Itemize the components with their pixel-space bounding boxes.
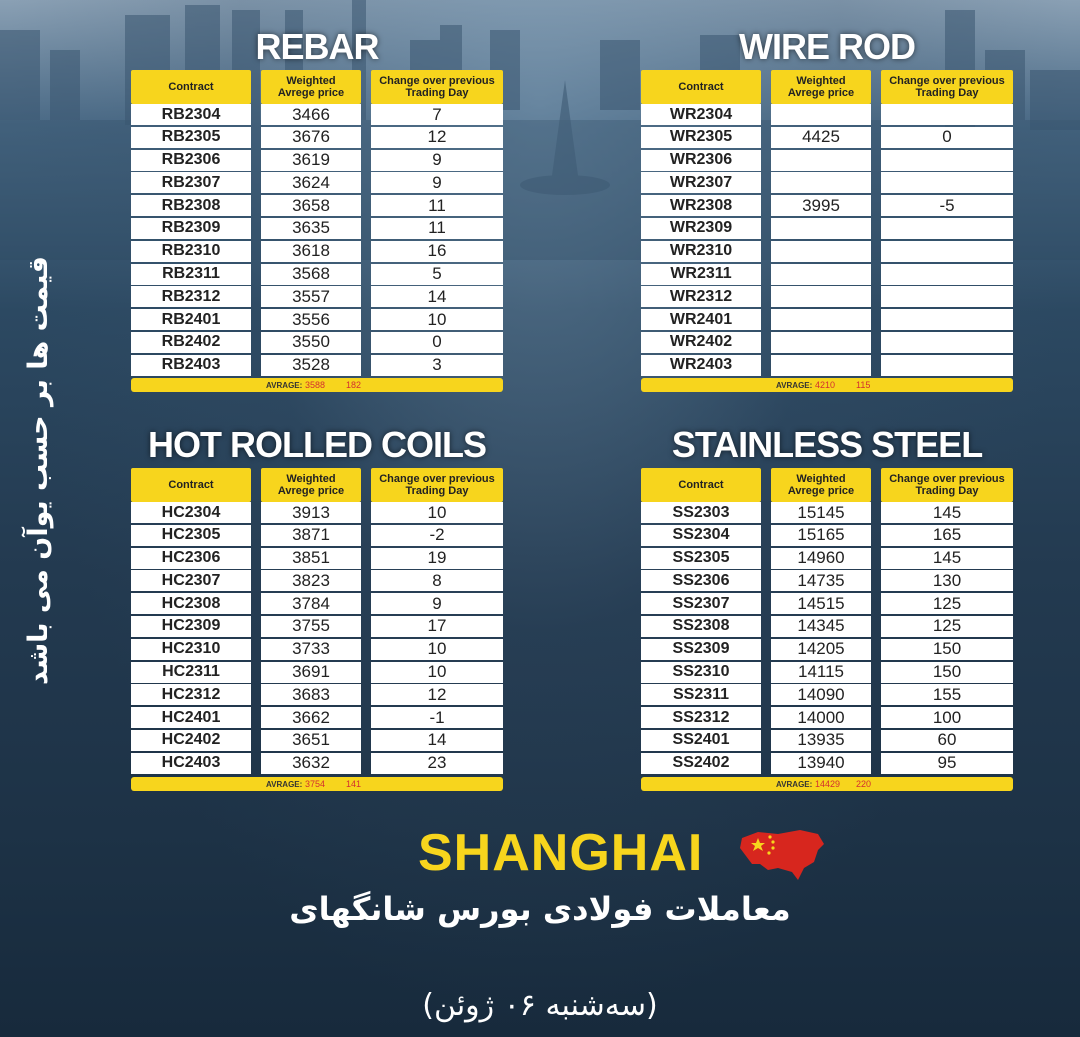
table-row xyxy=(131,548,503,569)
cell-price: 3557 xyxy=(261,286,361,307)
header-price xyxy=(261,468,361,502)
cell-change: -1 xyxy=(371,707,503,728)
header-text: Avrege price xyxy=(277,485,345,497)
table-row xyxy=(641,286,1013,307)
cell-contract: WR2306 xyxy=(641,150,761,171)
cell-contract: WR2305 xyxy=(641,127,761,148)
cell-contract: RB2309 xyxy=(131,218,251,239)
cell-price: 4425 xyxy=(771,127,871,148)
average-price: 14429 xyxy=(815,779,841,789)
cell-contract: HC2309 xyxy=(131,616,251,637)
cell-price: 3568 xyxy=(261,264,361,285)
cell-price: 15165 xyxy=(771,525,871,546)
average-change: 115 xyxy=(856,380,871,390)
header-contract xyxy=(641,468,761,502)
table-rows xyxy=(641,502,1013,776)
cell-change: 145 xyxy=(881,502,1013,523)
cell-price: 3466 xyxy=(261,104,361,125)
table-row xyxy=(641,707,1013,728)
table-row xyxy=(131,172,503,193)
table-row xyxy=(641,172,1013,193)
cell-price: 3823 xyxy=(261,570,361,591)
header-text: Weighted xyxy=(796,473,846,485)
table-row xyxy=(131,707,503,728)
table-row xyxy=(131,525,503,546)
cell-contract: HC2308 xyxy=(131,593,251,614)
panel-title: WIRE ROD xyxy=(739,26,915,67)
cell-price xyxy=(771,355,871,376)
header-text: Trading Day xyxy=(405,87,469,99)
table-row xyxy=(131,332,503,353)
header-text: Contract xyxy=(168,479,214,491)
cell-change: -5 xyxy=(881,195,1013,216)
cell-price: 3619 xyxy=(261,150,361,171)
cell-contract: HC2304 xyxy=(131,502,251,523)
table-row xyxy=(131,218,503,239)
average-change: 141 xyxy=(346,779,362,789)
cell-price: 3618 xyxy=(261,241,361,262)
cell-contract: SS2306 xyxy=(641,570,761,591)
cell-change: 130 xyxy=(881,570,1013,591)
cell-contract: HC2403 xyxy=(131,753,251,774)
cell-price: 3550 xyxy=(261,332,361,353)
cell-price: 13935 xyxy=(771,730,871,751)
table-row xyxy=(641,525,1013,546)
cell-contract: HC2305 xyxy=(131,525,251,546)
average-bar xyxy=(641,378,1013,392)
cell-change: 7 xyxy=(371,104,503,125)
cell-price: 3528 xyxy=(261,355,361,376)
cell-change: 145 xyxy=(881,548,1013,569)
cell-price: 3658 xyxy=(261,195,361,216)
table-row xyxy=(641,195,1013,216)
cell-change: 150 xyxy=(881,639,1013,660)
cell-change: 165 xyxy=(881,525,1013,546)
cell-change: 9 xyxy=(371,593,503,614)
cell-contract: SS2305 xyxy=(641,548,761,569)
cell-change xyxy=(881,218,1013,239)
table-row xyxy=(641,241,1013,262)
header-text: Contract xyxy=(168,81,214,93)
table-row xyxy=(641,548,1013,569)
cell-contract: HC2310 xyxy=(131,639,251,660)
city-title: SHANGHAI xyxy=(418,824,704,882)
cell-change: 155 xyxy=(881,684,1013,705)
cell-contract: SS2310 xyxy=(641,662,761,683)
cell-change: 23 xyxy=(371,753,503,774)
cell-change: 125 xyxy=(881,616,1013,637)
table-row xyxy=(641,593,1013,614)
panel-title: STAINLESS STEEL xyxy=(671,424,983,465)
cell-change xyxy=(881,355,1013,376)
cell-price xyxy=(771,150,871,171)
cell-change: 60 xyxy=(881,730,1013,751)
table-rows xyxy=(131,104,503,378)
cell-change: 9 xyxy=(371,172,503,193)
header-text: Trading Day xyxy=(915,485,979,497)
average-price: 3588 xyxy=(305,380,326,390)
cell-price: 13940 xyxy=(771,753,871,774)
cell-price: 3624 xyxy=(261,172,361,193)
table-row xyxy=(641,150,1013,171)
cell-contract: WR2401 xyxy=(641,309,761,330)
cell-price: 14000 xyxy=(771,707,871,728)
cell-change: 125 xyxy=(881,593,1013,614)
cell-change: 17 xyxy=(371,616,503,637)
table-row xyxy=(641,662,1013,683)
table-row xyxy=(641,104,1013,125)
cell-contract: SS2401 xyxy=(641,730,761,751)
cell-contract: HC2311 xyxy=(131,662,251,683)
cell-change: 8 xyxy=(371,570,503,591)
average-price: 4210 xyxy=(815,380,836,390)
cell-contract: WR2304 xyxy=(641,104,761,125)
cell-change: 11 xyxy=(371,218,503,239)
header-contract xyxy=(131,468,251,502)
table-row xyxy=(641,218,1013,239)
cell-price: 3691 xyxy=(261,662,361,683)
cell-change: 100 xyxy=(881,707,1013,728)
table-row xyxy=(131,502,503,523)
header-price xyxy=(261,70,361,104)
table-row xyxy=(131,593,503,614)
cell-price xyxy=(771,218,871,239)
header-change xyxy=(881,468,1013,502)
cell-price xyxy=(771,309,871,330)
header-contract xyxy=(131,70,251,104)
table-row xyxy=(131,195,503,216)
cell-price xyxy=(771,264,871,285)
average-label: AVRAGE: xyxy=(776,380,813,390)
cell-change: 11 xyxy=(371,195,503,216)
panel-title: HOT ROLLED COILS xyxy=(148,424,486,465)
table-row xyxy=(131,639,503,660)
cell-change: 12 xyxy=(371,684,503,705)
cell-contract: SS2402 xyxy=(641,753,761,774)
table-rows xyxy=(131,502,503,776)
header-text: Contract xyxy=(678,479,724,491)
cell-contract: RB2402 xyxy=(131,332,251,353)
header-change xyxy=(881,70,1013,104)
cell-price: 3755 xyxy=(261,616,361,637)
table-row xyxy=(131,570,503,591)
cell-change: 0 xyxy=(881,127,1013,148)
cell-contract: SS2304 xyxy=(641,525,761,546)
cell-price: 14515 xyxy=(771,593,871,614)
average-change: 220 xyxy=(856,779,872,789)
header-text: Change over previous xyxy=(379,473,495,485)
cell-change: 12 xyxy=(371,127,503,148)
cell-contract: RB2305 xyxy=(131,127,251,148)
cell-contract: RB2304 xyxy=(131,104,251,125)
cell-change xyxy=(881,264,1013,285)
table-row xyxy=(641,264,1013,285)
cell-change: 10 xyxy=(371,309,503,330)
currency-note xyxy=(8,255,68,685)
average-label: AVRAGE: xyxy=(776,779,813,789)
cell-contract: WR2308 xyxy=(641,195,761,216)
table-row xyxy=(131,355,503,376)
cell-change: 10 xyxy=(371,502,503,523)
cell-price: 3683 xyxy=(261,684,361,705)
header-text: Avrege price xyxy=(277,87,345,99)
cell-contract: HC2402 xyxy=(131,730,251,751)
cell-contract: RB2306 xyxy=(131,150,251,171)
cell-change: 95 xyxy=(881,753,1013,774)
cell-price: 3651 xyxy=(261,730,361,751)
cell-change: 16 xyxy=(371,241,503,262)
cell-price: 3851 xyxy=(261,548,361,569)
header-text: Trading Day xyxy=(405,485,469,497)
header-text: Avrege price xyxy=(787,485,855,497)
cell-contract: WR2307 xyxy=(641,172,761,193)
header-change xyxy=(371,70,503,104)
table-row xyxy=(131,241,503,262)
table-row xyxy=(641,355,1013,376)
header-text: Change over previous xyxy=(889,473,1005,485)
cell-contract: WR2312 xyxy=(641,286,761,307)
header-text: Avrege price xyxy=(787,87,855,99)
header-text: Weighted xyxy=(796,75,846,87)
cell-contract: SS2303 xyxy=(641,502,761,523)
cell-contract: SS2309 xyxy=(641,639,761,660)
table-row xyxy=(131,730,503,751)
cell-contract: SS2307 xyxy=(641,593,761,614)
cell-price xyxy=(771,332,871,353)
cell-contract: SS2308 xyxy=(641,616,761,637)
cell-contract: WR2311 xyxy=(641,264,761,285)
cell-contract: HC2401 xyxy=(131,707,251,728)
table-row xyxy=(641,332,1013,353)
header-contract xyxy=(641,70,761,104)
cell-contract: RB2310 xyxy=(131,241,251,262)
table-row xyxy=(641,730,1013,751)
table-row xyxy=(641,502,1013,523)
cell-price: 14735 xyxy=(771,570,871,591)
cell-price xyxy=(771,104,871,125)
cell-contract: WR2309 xyxy=(641,218,761,239)
cell-change xyxy=(881,286,1013,307)
cell-change xyxy=(881,150,1013,171)
cell-contract: RB2311 xyxy=(131,264,251,285)
cell-price: 3871 xyxy=(261,525,361,546)
average-bar xyxy=(131,378,503,392)
average-label: AVRAGE: xyxy=(266,779,303,789)
cell-price: 15145 xyxy=(771,502,871,523)
cell-change: 150 xyxy=(881,662,1013,683)
cell-contract: WR2402 xyxy=(641,332,761,353)
china-flag-map-icon xyxy=(738,828,826,882)
table-row xyxy=(641,127,1013,148)
cell-price: 3995 xyxy=(771,195,871,216)
cell-price: 3632 xyxy=(261,753,361,774)
cell-contract: RB2312 xyxy=(131,286,251,307)
cell-change xyxy=(881,332,1013,353)
cell-price: 3913 xyxy=(261,502,361,523)
header-price xyxy=(771,70,871,104)
table-row xyxy=(131,286,503,307)
cell-change: 0 xyxy=(371,332,503,353)
table-row xyxy=(131,753,503,774)
cell-change: -2 xyxy=(371,525,503,546)
table-row xyxy=(641,639,1013,660)
cell-price: 14115 xyxy=(771,662,871,683)
table-row xyxy=(131,616,503,637)
cell-change xyxy=(881,104,1013,125)
header-text: Weighted xyxy=(286,473,336,485)
cell-change: 19 xyxy=(371,548,503,569)
cell-price: 3733 xyxy=(261,639,361,660)
average-change: 182 xyxy=(346,380,362,390)
header-text: Change over previous xyxy=(889,75,1005,87)
cell-price: 3784 xyxy=(261,593,361,614)
header-text: Contract xyxy=(678,81,724,93)
cell-price: 14345 xyxy=(771,616,871,637)
average-price: 3754 xyxy=(305,779,326,789)
header-text: Change over previous xyxy=(379,75,495,87)
cell-change: 3 xyxy=(371,355,503,376)
cell-contract: WR2310 xyxy=(641,241,761,262)
cell-price: 3662 xyxy=(261,707,361,728)
cell-price xyxy=(771,241,871,262)
table-row xyxy=(131,150,503,171)
cell-change xyxy=(881,172,1013,193)
cell-price xyxy=(771,172,871,193)
date-label: (سه‌شنبه ۰۶ ژوئن) xyxy=(422,988,658,1023)
cell-change: 10 xyxy=(371,662,503,683)
table-row xyxy=(641,616,1013,637)
cell-change xyxy=(881,309,1013,330)
cell-change: 9 xyxy=(371,150,503,171)
header-change xyxy=(371,468,503,502)
average-bar xyxy=(131,777,503,791)
average-bar xyxy=(641,777,1013,791)
cell-price: 3556 xyxy=(261,309,361,330)
table-row xyxy=(641,309,1013,330)
cell-contract: RB2308 xyxy=(131,195,251,216)
table-row xyxy=(131,264,503,285)
panel-title: REBAR xyxy=(255,26,379,67)
table-row xyxy=(131,127,503,148)
table-row xyxy=(131,684,503,705)
cell-change xyxy=(881,241,1013,262)
cell-contract: RB2401 xyxy=(131,309,251,330)
cell-price: 14090 xyxy=(771,684,871,705)
table-row xyxy=(131,662,503,683)
subtitle: معاملات فولادی بورس شانگهای xyxy=(289,890,791,928)
header-text: Weighted xyxy=(286,75,336,87)
cell-contract: HC2306 xyxy=(131,548,251,569)
cell-change: 5 xyxy=(371,264,503,285)
cell-price: 3676 xyxy=(261,127,361,148)
table-row xyxy=(131,104,503,125)
cell-change: 14 xyxy=(371,730,503,751)
average-label: AVRAGE: xyxy=(266,380,303,390)
cell-change: 14 xyxy=(371,286,503,307)
table-row xyxy=(131,309,503,330)
cell-contract: RB2403 xyxy=(131,355,251,376)
table-row xyxy=(641,684,1013,705)
cell-contract: SS2312 xyxy=(641,707,761,728)
header-price xyxy=(771,468,871,502)
cell-price: 3635 xyxy=(261,218,361,239)
cell-contract: HC2307 xyxy=(131,570,251,591)
currency-note-text: قیمت ها بر حسب یوآن می باشد xyxy=(22,255,54,685)
cell-price: 14960 xyxy=(771,548,871,569)
cell-contract: RB2307 xyxy=(131,172,251,193)
cell-contract: HC2312 xyxy=(131,684,251,705)
cell-change: 10 xyxy=(371,639,503,660)
table-row xyxy=(641,753,1013,774)
cell-price: 14205 xyxy=(771,639,871,660)
table-row xyxy=(641,570,1013,591)
header-text: Trading Day xyxy=(915,87,979,99)
cell-price xyxy=(771,286,871,307)
table-rows xyxy=(641,104,1013,378)
cell-contract: SS2311 xyxy=(641,684,761,705)
cell-contract: WR2403 xyxy=(641,355,761,376)
